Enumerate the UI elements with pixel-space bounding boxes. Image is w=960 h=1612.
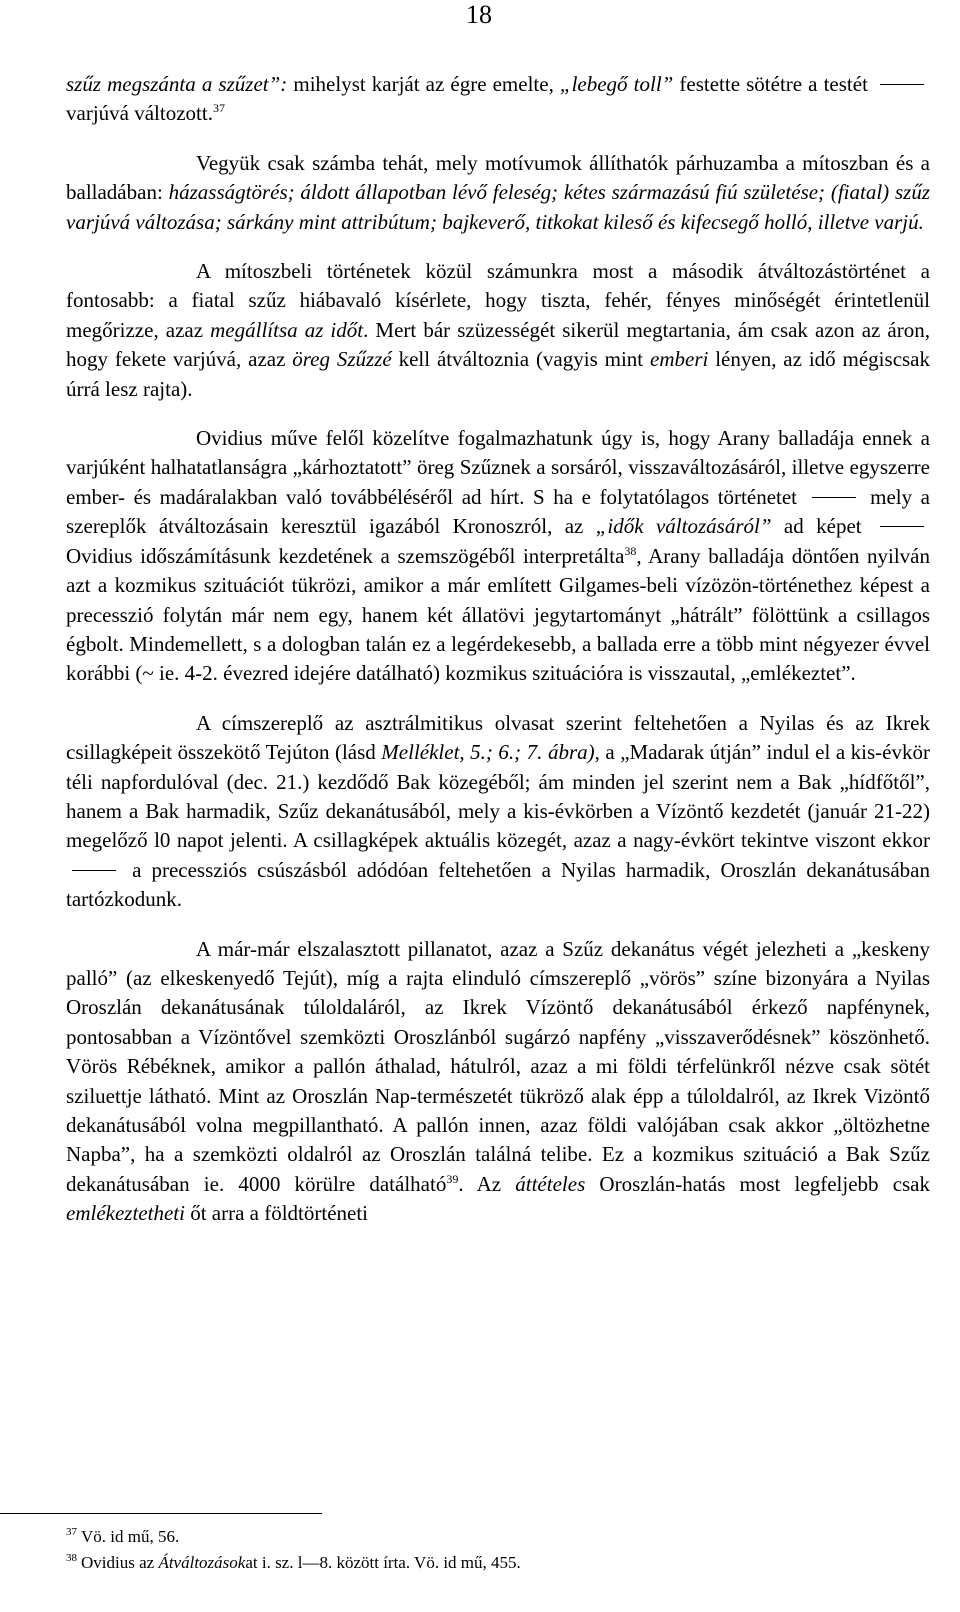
footnote-number: 37 xyxy=(66,1526,77,1538)
paragraph-3 xyxy=(66,257,930,404)
text-run: Ovidius időszámításunk kezdetének a szemszögéből interpretálta xyxy=(66,543,625,568)
italic-phrase: öreg Szűzzé xyxy=(292,347,392,372)
paragraph-5 xyxy=(66,709,930,915)
body-text xyxy=(66,70,930,1229)
footnote-ref[interactable]: 39 xyxy=(446,1171,459,1186)
text-run: Oroszlán-hatás most legfeljebb csak xyxy=(585,1171,931,1196)
text-run: kell átváltoznia (vagyis mint xyxy=(391,347,651,372)
italic-phrase: „lebegő toll” xyxy=(559,72,674,96)
em-dash-rule xyxy=(72,870,116,871)
paragraph-1 xyxy=(66,70,930,129)
text-run: ad képet xyxy=(771,514,874,539)
footnote-text: Vö. id mű, 56. xyxy=(81,1527,180,1546)
italic-phrase: emlékeztetheti xyxy=(66,1201,185,1226)
footnote-37 xyxy=(66,1524,926,1550)
text-run: mihelyst karját az égre emelte, xyxy=(287,72,560,96)
italic-phrase: „idők változásáról” xyxy=(595,514,772,539)
footnotes xyxy=(66,1524,926,1576)
em-dash-rule xyxy=(880,526,924,527)
page-number: 18 xyxy=(466,0,492,29)
text-run: Ovidius műve felől közelítve fogalmazhatunk úgy is, hogy Arany balladája ennek a varjúként halhatatlanságra „kárhoztatott” öreg Szűznek a sorsáról, visszaváltozásáról, illetve egyszerre ember- és madáralakban való továbbéléséről ad hírt. S ha e folytatólagos történetet xyxy=(66,426,930,509)
paragraph-6 xyxy=(66,935,930,1229)
footnote-number: 38 xyxy=(66,1552,77,1564)
footnote-separator xyxy=(0,1513,322,1514)
footnote-text: at i. sz. l—8. között írta. Vö. id mű, 455. xyxy=(245,1553,521,1572)
italic-phrase: Átváltozások xyxy=(158,1553,246,1572)
italic-phrase: megállítsa az időt xyxy=(210,317,364,342)
text-run: Vegyük csak számba tehát, mely motívumok állíthatók párhuzamba a mítoszban és a balladában: xyxy=(66,150,930,205)
text-run: festette sötétre a testét xyxy=(673,72,874,96)
text-run: a precessziós csúszásból adódóan feltehetően a Nyilas harmadik, Oroszlán dekanátusában tartózkodunk. xyxy=(66,857,930,912)
text-run: , a „Madarak útján” indul el a kis-évkör téli napfordulóval (dec. 21.) kezdődő Bak közegéből; ám minden jel szerint nem a Bak „hídfőtől”, hanem a Bak harmadik, Szűz dekanátusából, mely a kis-évkörben a Vízöntő kezdetét (január 21-22) megelőző l0 napot jelenti. A csillagképek aktuális közegét, azaz a nagy-évkört tekintve viszont ekkor xyxy=(66,740,930,853)
italic-phrase: szűz megszánta a szűzet”: xyxy=(66,72,288,96)
text-run: . Az xyxy=(458,1171,516,1196)
italic-phrase: emberi xyxy=(650,347,709,372)
text-run: varjúvá változott. xyxy=(66,101,213,126)
italic-phrase: Melléklet, 5.; 6.; 7. ábra) xyxy=(381,740,595,765)
footnote-ref[interactable]: 37 xyxy=(212,101,225,116)
paragraph-4 xyxy=(66,424,930,689)
footnote-38 xyxy=(66,1550,926,1576)
em-dash-rule xyxy=(812,497,856,498)
italic-phrase: áttételes xyxy=(515,1171,586,1196)
footnote-text: Ovidius az xyxy=(81,1553,159,1572)
text-run: . Mert bár szüzességét sikerül megtartania, ám csak azon az áron, hogy fekete varjúvá, azaz xyxy=(66,317,930,372)
footnote-ref[interactable]: 38 xyxy=(624,543,637,558)
em-dash-rule xyxy=(880,84,924,85)
paragraph-2 xyxy=(66,149,930,237)
text-run: lényen, az idő mégiscsak úrrá lesz rajta). xyxy=(66,347,931,401)
text-run: mely a szereplők átváltozásain keresztül igazából Kronoszról, az xyxy=(66,484,931,539)
italic-phrase: házasságtörés; áldott állapotban lévő feleség; kétes származású fiú születése; (fiatal) szűz varjúvá változása; sárkány mint attribútum; bajkeverő, titkokat kileső és kifecsegő holló, illetve varjú. xyxy=(66,180,930,234)
text-run: őt arra a földtörténeti xyxy=(184,1201,369,1226)
text-run: , Arany balladája döntően nyilván azt a kozmikus szituációt tükrözi, amikor a már említett Gilgames-beli vízözön-történethez képest a precesszió folytán már nem egy, hanem két állatövi jegytartományt „hátrált” fölöttünk a csillagos égbolt. Mindemellett, s a dologban talán ez a legérdekesebb, a ballada erre a több mint négyezer évvel korábbi (~ ie. 4-2. évezred idejére datálható) kozmikus szituációra is visszautal, „emlékeztet”. xyxy=(66,543,930,686)
text-run: A már-már elszalasztott pillanatot, azaz a Szűz dekanátus végét jelezheti a „keskeny palló” (az elkeskenyedő Tejút), míg a rajta elinduló címszereplő „vörös” színe bizonyára a Nyilas Oroszlán dekanátusának túloldaláról, az Ikrek Vízöntő dekanátusából érkező napfénynek, pontosabban a Vízöntővel szemközti Oroszlánból sugárzó napfény „visszaverődésnek” köszönhető. Vörös Rébéknek, amikor a pallón áthalad, hátulról, azaz a mi földi térfelünkről nézve csak sötét sziluettje látható. Mint az Oroszlán Nap-természetét tükröző alak épp a túloldalról, az Ikrek Vizöntő dekanátusából volna megpillantható. A pallón innen, azaz földi valójában csak akkor „öltözhetne Napba”, ha a szemközti oldalról az Oroszlán találná telibe. Ez a kozmikus szituáció a Bak Szűz dekanátusában ie. 4000 körülre datálható xyxy=(66,936,930,1196)
text-run: A mítoszbeli történetek közül számunkra most a második átváltozástörténet a fontosabb: a fiatal szűz hiábavaló kísérlete, hogy tiszta, fehér, fényes minőségét érintetlenül megőrizze, azaz xyxy=(66,259,930,342)
text-run: A címszereplő az asztrálmitikus olvasat szerint feltehetően a Nyilas és az Ikrek csillagképeit összekötő Tejúton (lásd xyxy=(66,710,930,765)
